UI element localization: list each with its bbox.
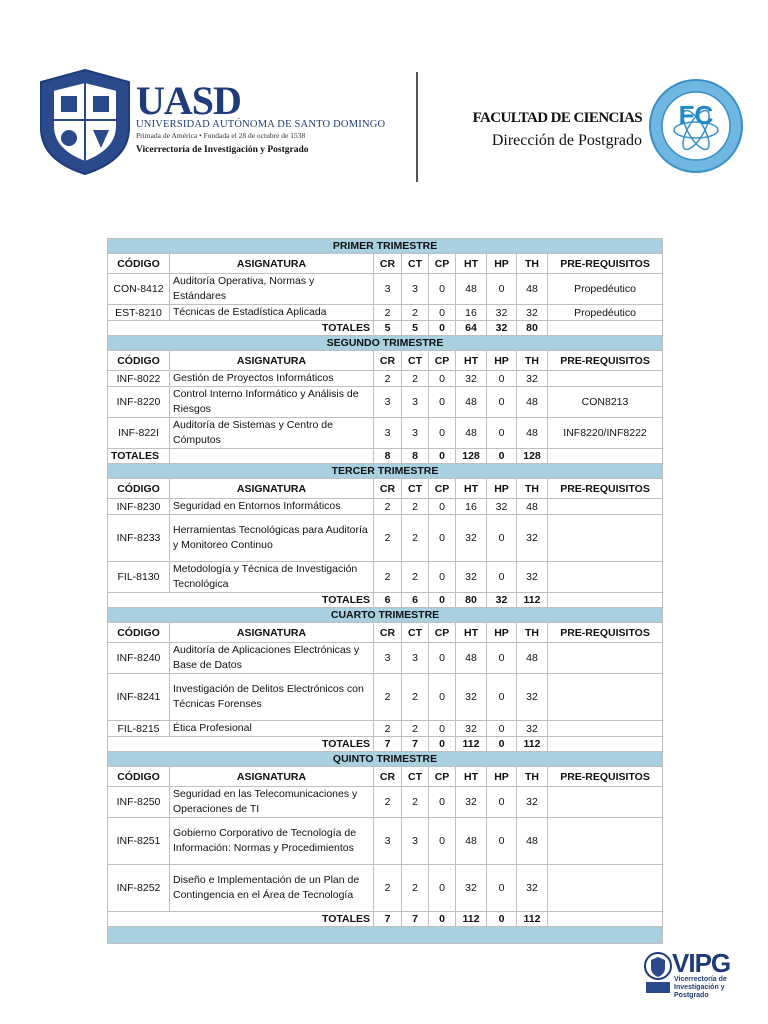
subject-value: 3 <box>402 643 429 674</box>
vipg-caption-line3: Postgrado <box>674 992 709 999</box>
subject-value: 48 <box>456 274 487 305</box>
subject-row <box>108 674 663 721</box>
totals-value: 0 <box>429 593 456 608</box>
totals-spacer <box>170 449 374 464</box>
column-header: PRE-REQUISITOS <box>548 767 663 787</box>
totals-empty <box>548 449 663 464</box>
subject-value: 0 <box>487 387 517 418</box>
totals-value: 0 <box>429 737 456 752</box>
totals-row <box>108 737 663 752</box>
subject-prereq: Propedéutico <box>548 274 663 305</box>
subject-value: 0 <box>487 787 517 818</box>
subject-prereq <box>548 499 663 515</box>
totals-value: 112 <box>517 593 548 608</box>
totals-value: 5 <box>402 321 429 336</box>
subject-value: 0 <box>487 515 517 562</box>
column-header-row <box>108 623 663 643</box>
subject-row <box>108 643 663 674</box>
subject-value: 48 <box>517 274 548 305</box>
subject-value: 32 <box>456 787 487 818</box>
subject-prereq <box>548 674 663 721</box>
totals-value: 128 <box>456 449 487 464</box>
subject-value: 2 <box>402 371 429 387</box>
totals-empty <box>548 912 663 927</box>
subject-value: 0 <box>429 371 456 387</box>
totals-value: 80 <box>517 321 548 336</box>
subject-value: 2 <box>374 787 402 818</box>
subject-value: 32 <box>517 721 548 737</box>
column-header: PRE-REQUISITOS <box>548 351 663 371</box>
subject-value: 0 <box>429 818 456 865</box>
column-header: TH <box>517 479 548 499</box>
subject-name: Técnicas de Estadística Aplicada <box>170 305 374 321</box>
subject-value: 32 <box>517 305 548 321</box>
subject-value: 3 <box>374 818 402 865</box>
subject-value: 2 <box>402 787 429 818</box>
totals-value: 32 <box>487 593 517 608</box>
subject-value: 48 <box>517 387 548 418</box>
table-footer-cell <box>108 927 663 944</box>
subject-row <box>108 515 663 562</box>
column-header: CÓDIGO <box>108 351 170 371</box>
totals-value: 7 <box>402 912 429 927</box>
subject-name: Diseño e Implementación de un Plan de Contingencia en el Área de Tecnología <box>170 865 374 912</box>
column-header: HT <box>456 351 487 371</box>
column-header: CR <box>374 254 402 274</box>
totals-empty <box>548 593 663 608</box>
subject-name: Gobierno Corporativo de Tecnología de Información: Normas y Procedimientos <box>170 818 374 865</box>
subject-value: 0 <box>429 787 456 818</box>
subject-prereq <box>548 562 663 593</box>
subject-value: 32 <box>517 865 548 912</box>
subject-value: 32 <box>456 674 487 721</box>
column-header: ASIGNATURA <box>170 479 374 499</box>
totals-label: TOTALES <box>108 737 374 752</box>
totals-value: 112 <box>517 912 548 927</box>
subject-value: 16 <box>456 305 487 321</box>
totals-value: 80 <box>456 593 487 608</box>
totals-value: 0 <box>429 912 456 927</box>
subject-value: 0 <box>487 674 517 721</box>
totals-value: 7 <box>402 737 429 752</box>
subject-value: 0 <box>429 499 456 515</box>
curriculum-table <box>107 238 663 944</box>
subject-name: Auditoría de Aplicaciones Electrónicas y Base de Datos <box>170 643 374 674</box>
totals-value: 6 <box>402 593 429 608</box>
subject-code: INF-8250 <box>108 787 170 818</box>
column-header: TH <box>517 351 548 371</box>
totals-label: TOTALES <box>108 321 374 336</box>
trimester-title: CUARTO TRIMESTRE <box>108 608 663 623</box>
totals-value: 7 <box>374 912 402 927</box>
subject-prereq <box>548 371 663 387</box>
column-header: HT <box>456 479 487 499</box>
totals-value: 8 <box>402 449 429 464</box>
vipg-caption-line2: Investigación y <box>674 984 725 991</box>
subject-prereq <box>548 721 663 737</box>
subject-code: FIL-8215 <box>108 721 170 737</box>
subject-value: 2 <box>374 562 402 593</box>
column-header: CP <box>429 254 456 274</box>
subject-value: 2 <box>402 721 429 737</box>
totals-value: 5 <box>374 321 402 336</box>
subject-row <box>108 418 663 449</box>
subject-value: 32 <box>487 499 517 515</box>
subject-value: 2 <box>374 499 402 515</box>
trimester-band <box>108 239 663 254</box>
subject-name: Control Interno Informático y Análisis de Riesgos <box>170 387 374 418</box>
column-header: CP <box>429 623 456 643</box>
subject-code: INF-8251 <box>108 818 170 865</box>
subject-prereq <box>548 818 663 865</box>
subject-value: 32 <box>456 515 487 562</box>
column-header: PRE-REQUISITOS <box>548 623 663 643</box>
totals-value: 7 <box>374 737 402 752</box>
totals-value: 0 <box>429 321 456 336</box>
column-header: CÓDIGO <box>108 479 170 499</box>
trimester-title: QUINTO TRIMESTRE <box>108 752 663 767</box>
founded-line: Primada de América • Fundada el 28 de octubre de 1538 <box>136 131 306 140</box>
uasd-logo: UASD <box>136 78 241 123</box>
subject-value: 32 <box>456 721 487 737</box>
subject-value: 48 <box>517 643 548 674</box>
subject-row <box>108 499 663 515</box>
subject-prereq <box>548 865 663 912</box>
subject-prereq <box>548 515 663 562</box>
university-name: UNIVERSIDAD AUTÓNOMA DE SANTO DOMINGO <box>136 119 386 130</box>
subject-row <box>108 721 663 737</box>
subject-value: 0 <box>429 387 456 418</box>
subject-name: Herramientas Tecnológicas para Auditoría y Monitoreo Continuo <box>170 515 374 562</box>
subject-value: 0 <box>429 305 456 321</box>
column-header: HP <box>487 623 517 643</box>
subject-value: 0 <box>487 562 517 593</box>
subject-name: Seguridad en las Telecomunicaciones y Operaciones de TI <box>170 787 374 818</box>
trimester-band <box>108 336 663 351</box>
column-header: ASIGNATURA <box>170 254 374 274</box>
column-header: TH <box>517 254 548 274</box>
subject-row <box>108 371 663 387</box>
totals-row <box>108 912 663 927</box>
column-header: CP <box>429 767 456 787</box>
subject-value: 2 <box>402 499 429 515</box>
subject-name: Investigación de Delitos Electrónicos con Técnicas Forenses <box>170 674 374 721</box>
column-header-row <box>108 479 663 499</box>
totals-row <box>108 449 663 464</box>
table-footer-band <box>108 927 663 944</box>
subject-row <box>108 387 663 418</box>
column-header-row <box>108 254 663 274</box>
subject-value: 2 <box>374 515 402 562</box>
column-header: HP <box>487 767 517 787</box>
subject-value: 2 <box>374 371 402 387</box>
column-header: CP <box>429 351 456 371</box>
subject-value: 3 <box>402 274 429 305</box>
totals-value: 8 <box>374 449 402 464</box>
subject-code: EST-8210 <box>108 305 170 321</box>
subject-value: 0 <box>487 865 517 912</box>
totals-value: 112 <box>456 912 487 927</box>
totals-label: TOTALES <box>108 449 170 464</box>
subject-code: INF-8022 <box>108 371 170 387</box>
vipg-seal-icon <box>644 950 672 994</box>
column-header: PRE-REQUISITOS <box>548 479 663 499</box>
subject-code: FIL-8130 <box>108 562 170 593</box>
column-header: HP <box>487 351 517 371</box>
totals-value: 112 <box>456 737 487 752</box>
trimester-band <box>108 752 663 767</box>
subject-value: 48 <box>456 818 487 865</box>
subject-value: 3 <box>402 818 429 865</box>
subject-value: 32 <box>517 787 548 818</box>
subject-value: 32 <box>517 371 548 387</box>
subject-code: CON-8412 <box>108 274 170 305</box>
totals-label: TOTALES <box>108 593 374 608</box>
subject-code: INF-8233 <box>108 515 170 562</box>
vicerrectoria-line: Vicerrectoría de Investigación y Postgrado <box>136 145 309 155</box>
totals-value: 0 <box>429 449 456 464</box>
totals-value: 0 <box>487 449 517 464</box>
column-header: ASIGNATURA <box>170 351 374 371</box>
trimester-title: PRIMER TRIMESTRE <box>108 239 663 254</box>
column-header: CT <box>402 351 429 371</box>
subject-value: 2 <box>374 721 402 737</box>
column-header: CÓDIGO <box>108 254 170 274</box>
column-header: HT <box>456 623 487 643</box>
column-header: PRE-REQUISITOS <box>548 254 663 274</box>
totals-row <box>108 321 663 336</box>
column-header: CR <box>374 623 402 643</box>
subject-value: 32 <box>456 371 487 387</box>
subject-value: 3 <box>374 643 402 674</box>
subject-value: 32 <box>456 562 487 593</box>
totals-row <box>108 593 663 608</box>
column-header: CR <box>374 767 402 787</box>
column-header: CT <box>402 254 429 274</box>
subject-value: 3 <box>374 274 402 305</box>
subject-value: 3 <box>374 387 402 418</box>
subject-value: 2 <box>402 674 429 721</box>
subject-row <box>108 865 663 912</box>
subject-code: INF-8241 <box>108 674 170 721</box>
column-header: ASIGNATURA <box>170 767 374 787</box>
subject-value: 0 <box>429 274 456 305</box>
vipg-caption-line1: Vicerrectoría de <box>674 976 727 983</box>
subject-value: 0 <box>429 721 456 737</box>
column-header-row <box>108 351 663 371</box>
subject-row <box>108 562 663 593</box>
subject-prereq <box>548 787 663 818</box>
subject-value: 0 <box>429 865 456 912</box>
subject-value: 0 <box>429 515 456 562</box>
column-header: CÓDIGO <box>108 767 170 787</box>
subject-value: 0 <box>429 418 456 449</box>
vipg-caption <box>674 976 734 1000</box>
subject-value: 2 <box>374 305 402 321</box>
totals-value: 0 <box>487 737 517 752</box>
subject-prereq: CON8213 <box>548 387 663 418</box>
column-header: HP <box>487 254 517 274</box>
vipg-logo: VIPG <box>672 948 731 978</box>
subject-code: INF-8220 <box>108 387 170 418</box>
column-header: CP <box>429 479 456 499</box>
subject-value: 0 <box>487 418 517 449</box>
column-header: CR <box>374 479 402 499</box>
subject-value: 48 <box>517 418 548 449</box>
totals-empty <box>548 737 663 752</box>
subject-value: 0 <box>487 371 517 387</box>
subject-value: 3 <box>402 387 429 418</box>
subject-value: 32 <box>517 674 548 721</box>
subject-value: 32 <box>456 865 487 912</box>
direction-subtitle: Dirección de Postgrado <box>491 132 642 149</box>
subject-value: 0 <box>429 674 456 721</box>
column-header: HP <box>487 479 517 499</box>
subject-prereq <box>548 643 663 674</box>
subject-code: INF-8240 <box>108 643 170 674</box>
uasd-brand <box>136 78 386 155</box>
subject-value: 0 <box>487 643 517 674</box>
column-header: HT <box>456 767 487 787</box>
totals-value: 128 <box>517 449 548 464</box>
subject-value: 32 <box>487 305 517 321</box>
subject-code: INF-8252 <box>108 865 170 912</box>
totals-label: TOTALES <box>108 912 374 927</box>
totals-value: 112 <box>517 737 548 752</box>
subject-name: Auditoría Operativa, Normas y Estándares <box>170 274 374 305</box>
subject-value: 3 <box>402 418 429 449</box>
trimester-band <box>108 608 663 623</box>
subject-name: Seguridad en Entornos Informáticos <box>170 499 374 515</box>
trimester-band <box>108 464 663 479</box>
subject-value: 32 <box>517 515 548 562</box>
column-header: TH <box>517 767 548 787</box>
subject-value: 2 <box>374 674 402 721</box>
trimester-title: TERCER TRIMESTRE <box>108 464 663 479</box>
column-header-row <box>108 767 663 787</box>
subject-row <box>108 305 663 321</box>
subject-value: 48 <box>456 387 487 418</box>
subject-name: Gestión de Proyectos Informáticos <box>170 371 374 387</box>
subject-value: 2 <box>374 865 402 912</box>
column-header: ASIGNATURA <box>170 623 374 643</box>
subject-code: INF-822I <box>108 418 170 449</box>
subject-prereq: INF8220/INF8222 <box>548 418 663 449</box>
fc-initials: FC <box>678 100 714 130</box>
faculty-title: FACULTAD DE CIENCIAS <box>472 110 642 126</box>
subject-value: 48 <box>456 418 487 449</box>
subject-value: 2 <box>402 865 429 912</box>
totals-empty <box>548 321 663 336</box>
column-header: CÓDIGO <box>108 623 170 643</box>
uasd-seal-icon <box>37 68 133 176</box>
subject-value: 32 <box>517 562 548 593</box>
subject-value: 0 <box>487 721 517 737</box>
column-header: CT <box>402 479 429 499</box>
subject-prereq: Propedéutico <box>548 305 663 321</box>
subject-code: INF-8230 <box>108 499 170 515</box>
column-header: CT <box>402 767 429 787</box>
fc-seal-icon <box>648 78 744 174</box>
subject-value: 3 <box>374 418 402 449</box>
subject-value: 0 <box>429 562 456 593</box>
subject-row <box>108 818 663 865</box>
totals-value: 64 <box>456 321 487 336</box>
page-header <box>0 0 768 200</box>
column-header: TH <box>517 623 548 643</box>
subject-name: Ética Profesional <box>170 721 374 737</box>
column-header: CT <box>402 623 429 643</box>
subject-value: 2 <box>402 305 429 321</box>
subject-name: Auditoría de Sistemas y Centro de Cómputos <box>170 418 374 449</box>
column-header: HT <box>456 254 487 274</box>
subject-value: 0 <box>487 818 517 865</box>
totals-value: 6 <box>374 593 402 608</box>
subject-value: 16 <box>456 499 487 515</box>
subject-value: 48 <box>517 499 548 515</box>
subject-value: 48 <box>456 643 487 674</box>
totals-value: 0 <box>487 912 517 927</box>
trimester-title: SEGUNDO TRIMESTRE <box>108 336 663 351</box>
subject-row <box>108 787 663 818</box>
subject-row <box>108 274 663 305</box>
column-header: CR <box>374 351 402 371</box>
subject-value: 0 <box>429 643 456 674</box>
subject-value: 48 <box>517 818 548 865</box>
totals-value: 32 <box>487 321 517 336</box>
subject-value: 2 <box>402 562 429 593</box>
subject-value: 2 <box>402 515 429 562</box>
subject-name: Metodología y Técnica de Investigación Tecnológica <box>170 562 374 593</box>
header-divider <box>416 72 418 182</box>
subject-value: 0 <box>487 274 517 305</box>
